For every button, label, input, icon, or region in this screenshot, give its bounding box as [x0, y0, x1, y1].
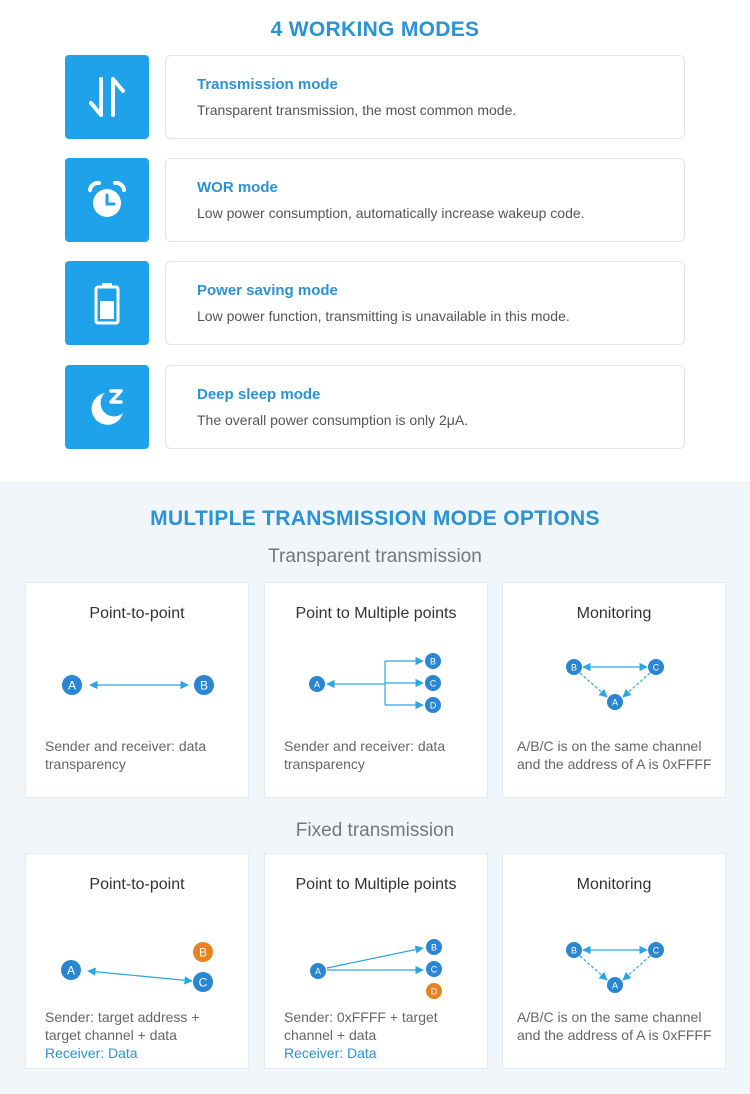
- battery-icon: [65, 261, 149, 345]
- node-c: [648, 659, 664, 675]
- svg-text:B: B: [570, 945, 578, 956]
- mode-card: [165, 261, 685, 345]
- mode-row-wor: [65, 158, 685, 242]
- fixed-monitoring-diagram: [503, 912, 725, 1002]
- fixed-point-to-point-diagram: [26, 912, 248, 1002]
- mode-description: Low power consumption, automatically increase wakeup code.: [197, 205, 585, 221]
- transparent-transmission-heading: Transparent transmission: [268, 546, 482, 567]
- node-a: [61, 960, 81, 980]
- node-b: [566, 659, 582, 675]
- node-d: [425, 697, 441, 713]
- svg-text:B: B: [570, 662, 578, 673]
- node-b: [425, 653, 441, 669]
- mode-row-deep-sleep: [65, 365, 685, 449]
- svg-text:A: A: [313, 679, 321, 690]
- mode-name: Power saving mode: [197, 282, 338, 299]
- card-description: A/B/C is on the same channel and the address of A is 0xFFFF: [517, 738, 712, 772]
- mode-name: WOR mode: [197, 179, 278, 196]
- svg-text:A: A: [611, 980, 619, 991]
- fixed-point-to-point-card: [25, 853, 249, 1069]
- svg-text:A: A: [314, 966, 322, 977]
- alarm-clock-icon: [65, 158, 149, 242]
- transmission-options-section: [0, 481, 750, 1094]
- node-d: [426, 983, 442, 999]
- card-description: A/B/C is on the same channel and the address of A is 0xFFFF: [517, 1009, 712, 1043]
- mode-name: Deep sleep mode: [197, 386, 321, 403]
- node-a: [607, 977, 623, 993]
- node-a: [62, 675, 82, 695]
- node-b: [194, 675, 214, 695]
- svg-text:C: C: [429, 678, 437, 689]
- svg-text:C: C: [430, 964, 438, 975]
- node-c: [425, 675, 441, 691]
- node-a: [607, 694, 623, 710]
- node-a: [309, 676, 325, 692]
- node-c: [426, 961, 442, 977]
- fixed-point-to-multiple-diagram: [265, 912, 487, 1002]
- svg-text:A: A: [67, 678, 77, 693]
- card-description: Sender: target address + target channel + data Receiver: Data: [45, 1009, 200, 1061]
- transparent-point-to-point-card: [25, 582, 249, 798]
- fixed-monitoring-card: [502, 853, 726, 1069]
- card-title: Point-to-point: [89, 605, 185, 622]
- monitoring-diagram: [503, 641, 725, 731]
- working-modes-section: [0, 0, 750, 481]
- svg-text:C: C: [652, 945, 660, 956]
- mode-description: Transparent transmission, the most common mode.: [197, 102, 517, 118]
- mode-card: [165, 365, 685, 449]
- card-title: Point-to-point: [89, 876, 185, 893]
- node-c: [193, 972, 213, 992]
- svg-text:B: B: [429, 656, 437, 667]
- svg-text:B: B: [199, 678, 209, 693]
- fixed-point-to-multiple-card: [264, 853, 488, 1069]
- svg-text:D: D: [429, 700, 437, 711]
- card-description: Sender and receiver: data transparency: [284, 738, 446, 772]
- card-description: Sender: 0xFFFF + target channel + data Receiver: Data: [284, 1009, 438, 1061]
- mode-card: [165, 55, 685, 139]
- transfer-arrows-icon: [65, 55, 149, 139]
- transparent-point-to-multiple-card: [264, 582, 488, 798]
- card-title: Monitoring: [576, 876, 652, 893]
- mode-row-transmission: [65, 55, 685, 139]
- mode-description: The overall power consumption is only 2μA.: [197, 412, 469, 428]
- point-to-multiple-diagram: [265, 641, 487, 731]
- card-title: Point to Multiple points: [295, 605, 457, 622]
- node-b: [193, 942, 213, 962]
- node-a: [310, 963, 326, 979]
- mode-card: [165, 158, 685, 242]
- card-title: Monitoring: [576, 605, 652, 622]
- card-title: Point to Multiple points: [295, 876, 457, 893]
- svg-text:B: B: [430, 942, 438, 953]
- moon-sleep-icon: [65, 365, 149, 449]
- card-description: Sender and receiver: data transparency: [45, 738, 207, 772]
- svg-text:A: A: [66, 963, 76, 978]
- working-modes-title: 4 WORKING MODES: [270, 18, 480, 41]
- svg-text:A: A: [611, 697, 619, 708]
- svg-text:C: C: [652, 662, 660, 673]
- point-to-point-diagram: [26, 641, 248, 731]
- node-b: [426, 939, 442, 955]
- transparent-monitoring-card: [502, 582, 726, 798]
- fixed-transmission-heading: Fixed transmission: [295, 820, 455, 841]
- mode-name: Transmission mode: [197, 76, 338, 93]
- mode-description: Low power function, transmitting is unavailable in this mode.: [197, 308, 570, 324]
- svg-text:D: D: [430, 986, 438, 997]
- node-b: [566, 942, 582, 958]
- node-c: [648, 942, 664, 958]
- svg-text:B: B: [198, 945, 208, 960]
- transmission-options-title: MULTIPLE TRANSMISSION MODE OPTIONS: [150, 507, 600, 530]
- svg-text:C: C: [198, 975, 208, 990]
- mode-row-power-saving: [65, 261, 685, 345]
